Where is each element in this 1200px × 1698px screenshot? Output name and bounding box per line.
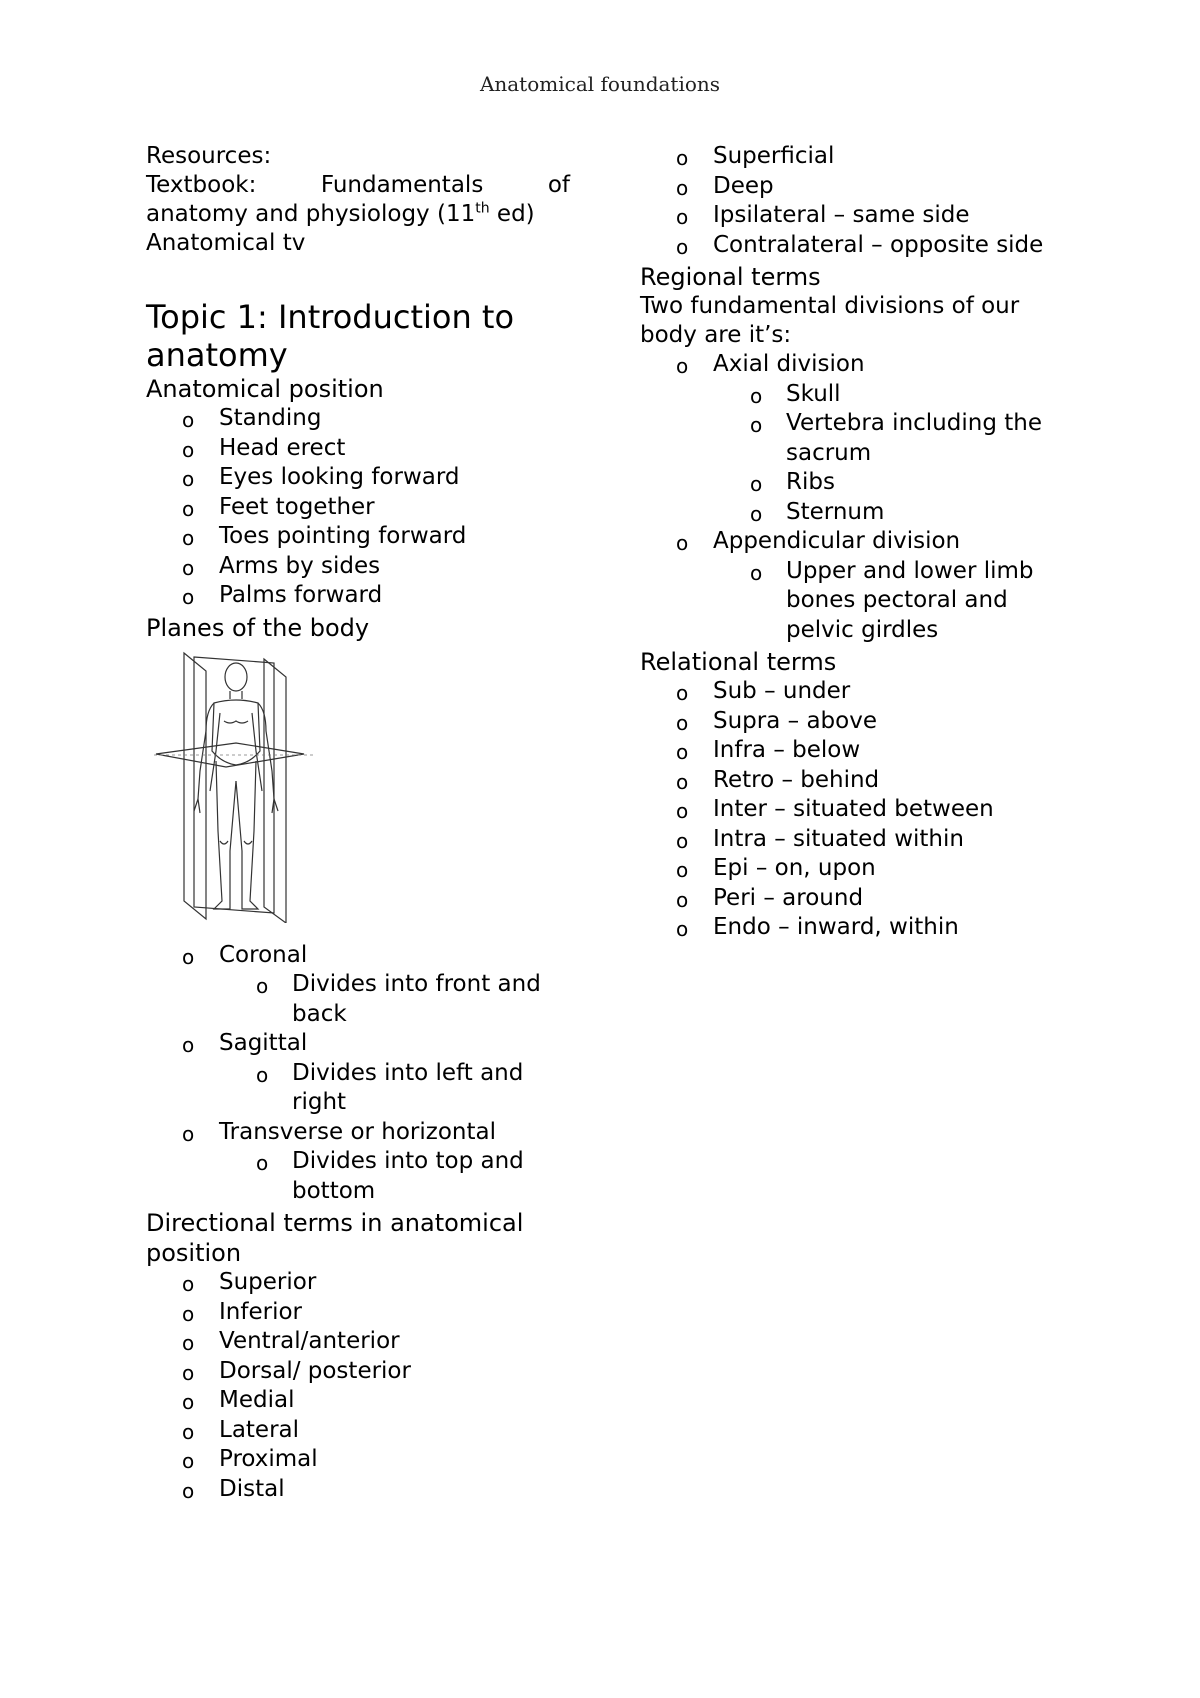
list-item: o Ribs: [640, 468, 1080, 498]
relational-heading: Relational terms: [640, 648, 837, 676]
edition-superscript: th: [475, 200, 490, 217]
bullet-icon: o: [182, 1301, 195, 1326]
bullet-icon: o: [182, 1449, 195, 1473]
bullet-icon: o: [676, 205, 689, 229]
bullet-icon: o: [182, 1478, 195, 1503]
bullet-icon: o: [676, 175, 689, 200]
list-item: o Superficial: [640, 142, 1080, 172]
textbook-line: [146, 171, 570, 200]
list-item: o Lateral: [146, 1416, 570, 1446]
list-item: o Superior: [146, 1268, 570, 1298]
bullet-icon: o: [182, 1033, 195, 1057]
bullet-icon: o: [676, 740, 689, 764]
directional-list: [146, 1268, 570, 1504]
topic-title: Topic 1: Introduction to anatomy: [146, 298, 515, 374]
textbook-word-2: Fundamentals: [320, 172, 484, 198]
relational-list: [640, 677, 1080, 943]
textbook-title: anatomy and physiology (11: [146, 201, 476, 227]
appendicular-sublist: [640, 557, 1080, 646]
planes-list: [146, 1118, 570, 1148]
list-item: o Deep: [640, 172, 1080, 202]
list-item: o Distal: [146, 1475, 570, 1505]
textbook-word-1: Textbook:: [146, 172, 257, 198]
list-item: o Sternum: [640, 498, 1080, 528]
left-column: [146, 142, 570, 1504]
list-item: o Divides into left and right: [256, 1059, 524, 1115]
regional-list: [640, 350, 1080, 380]
bullet-icon: o: [182, 437, 195, 462]
list-item: o Inter – situated between: [640, 795, 1080, 825]
bullet-icon: o: [750, 560, 763, 585]
list-item: o Epi – on, upon: [640, 854, 1080, 884]
bullet-icon: o: [182, 1331, 195, 1355]
list-item: o Infra – below: [640, 736, 1080, 766]
list-item: o Palms forward: [146, 581, 570, 611]
list-item: o Arms by sides: [146, 552, 570, 582]
bullet-icon: o: [676, 710, 689, 735]
list-item: o Peri – around: [640, 884, 1080, 914]
directional-heading: Directional terms in anatomical position: [146, 1209, 524, 1267]
regional-intro: Two fundamental divisions of our body are it’s:: [640, 293, 1020, 348]
list-item: o Sub – under: [640, 677, 1080, 707]
list-item: o Ventral/anterior: [146, 1327, 570, 1357]
bullet-icon: o: [182, 944, 195, 969]
page-header: Anatomical foundations: [479, 72, 721, 96]
textbook-word-3: of: [547, 172, 570, 198]
bullet-icon: o: [182, 496, 195, 521]
axial-sublist: [640, 380, 1080, 528]
sagittal-plane: [184, 653, 206, 919]
bullet-icon: o: [256, 1062, 269, 1087]
bullet-icon: o: [182, 555, 195, 580]
bullet-icon: o: [676, 828, 689, 853]
list-item: o Dorsal/ posterior: [146, 1357, 570, 1387]
bullet-icon: o: [676, 531, 689, 555]
bullet-icon: o: [182, 1272, 195, 1296]
bullet-icon: o: [676, 681, 689, 705]
bullet-icon: o: [676, 234, 689, 259]
bullet-icon: o: [750, 501, 763, 526]
bullet-icon: o: [676, 354, 689, 378]
bullet-icon: o: [676, 769, 689, 794]
list-item: o Medial: [146, 1386, 570, 1416]
regional-heading: Regional terms: [640, 263, 821, 291]
list-item: o Eyes looking forward: [146, 463, 570, 493]
anatomical-position-list: [146, 404, 570, 611]
bullet-icon: o: [182, 585, 195, 609]
list-item: o Sagittal: [146, 1029, 570, 1059]
bullet-icon: o: [750, 413, 763, 437]
list-item: o Contralateral – opposite side: [640, 231, 1080, 261]
planes-heading: Planes of the body: [146, 613, 370, 642]
list-item: o Standing: [146, 404, 570, 434]
list-item: o Divides into front and back: [256, 971, 541, 1027]
planes-sublist: [146, 970, 570, 1029]
list-item: o Retro – behind: [640, 766, 1080, 796]
bullet-icon: o: [750, 472, 763, 496]
textbook-title-line: [146, 200, 570, 229]
directional-list-continued: [640, 142, 1080, 260]
bullet-icon: o: [182, 526, 195, 550]
list-item: o Toes pointing forward: [146, 522, 570, 552]
bullet-icon: o: [182, 408, 195, 432]
right-column: [640, 142, 1080, 943]
bullet-icon: o: [676, 887, 689, 912]
bullet-icon: o: [676, 858, 689, 882]
bullet-icon: o: [676, 799, 689, 823]
textbook-edition: ed): [489, 201, 535, 227]
body-planes-figure: [154, 651, 314, 923]
bullet-icon: o: [182, 1121, 195, 1146]
list-item: o Upper and lower limb bones pectoral and pelvic girdles: [750, 557, 1034, 643]
list-item: o Axial division: [640, 350, 1080, 380]
list-item: o Coronal: [146, 941, 570, 971]
list-item: o Feet together: [146, 493, 570, 523]
list-item: o Inferior: [146, 1298, 570, 1328]
bullet-icon: o: [750, 383, 763, 408]
bullet-icon: o: [256, 974, 269, 998]
planes-list: [146, 1029, 570, 1059]
bullet-icon: o: [182, 467, 195, 491]
anatomical-position-heading: Anatomical position: [146, 375, 384, 403]
bullet-icon: o: [182, 1390, 195, 1414]
bullet-icon: o: [676, 917, 689, 941]
resource-anatomical-tv: Anatomical tv: [146, 230, 306, 256]
planes-list: [146, 941, 570, 971]
list-item: o Proximal: [146, 1445, 570, 1475]
list-item: o Appendicular division: [640, 527, 1080, 557]
list-item: o Supra – above: [640, 707, 1080, 737]
list-item: o Head erect: [146, 434, 570, 464]
bullet-icon: o: [256, 1151, 269, 1175]
list-item: o Vertebra including the sacrum: [750, 410, 1042, 466]
list-item: o Divides into top and bottom: [256, 1148, 524, 1204]
list-item: o Transverse or horizontal: [146, 1118, 570, 1148]
regional-list: [640, 527, 1080, 557]
list-item: o Endo – inward, within: [640, 913, 1080, 943]
bullet-icon: o: [676, 146, 689, 170]
planes-sublist: [146, 1147, 570, 1206]
list-item: o Ipsilateral – same side: [640, 201, 1080, 231]
planes-sublist: [146, 1059, 570, 1118]
resources-label: Resources:: [146, 143, 272, 169]
bullet-icon: o: [182, 1419, 195, 1444]
list-item: o Skull: [640, 380, 1080, 410]
bullet-icon: o: [182, 1360, 195, 1385]
list-item: o Intra – situated within: [640, 825, 1080, 855]
